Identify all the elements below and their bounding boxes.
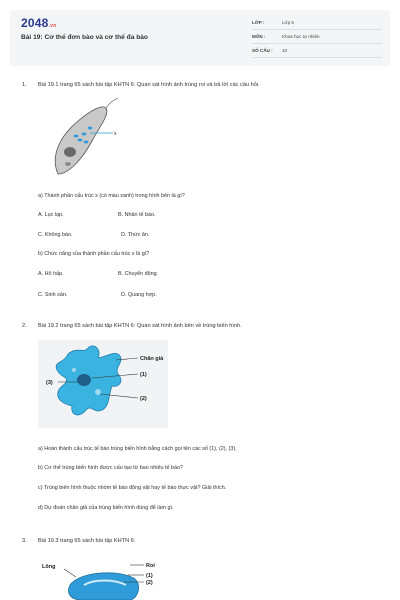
chloroplast: [78, 139, 83, 142]
worksheet-header: [10, 10, 390, 66]
chloroplast: [82, 133, 87, 136]
chloroplast: [88, 127, 93, 130]
q1a-option-c: C. Không bào.: [38, 232, 73, 238]
meta-table: [252, 16, 382, 58]
euglena-vacuole: [65, 162, 71, 166]
question-text: Bài 19.3 trang 65 sách bài tập KHTN 6:: [38, 538, 136, 544]
label-1: (1): [140, 372, 147, 378]
q1b-option-d: D. Quang hợp.: [121, 292, 157, 298]
question-number: 2.: [22, 323, 27, 329]
logo-sub: .vn: [48, 23, 57, 29]
figure-label-x: x: [114, 131, 117, 137]
q1-part-b: b) Chức năng của thành phần cấu trúc x là gì?: [38, 251, 150, 257]
bacteria-figure: [40, 555, 170, 600]
bacteria-body: [68, 573, 138, 600]
meta-value: 10: [282, 48, 288, 53]
amoeba-vacuole: [72, 368, 76, 372]
meta-value: Lớp 6: [282, 20, 294, 25]
label-cilia: Lông: [42, 564, 56, 570]
meta-label: MÔN :: [252, 34, 266, 39]
euglena-figure: [40, 96, 130, 186]
meta-label: SỐ CÂU :: [252, 48, 273, 53]
label-line: [64, 569, 76, 577]
q2-line-a: a) Hoàn thành cấu trúc tế bào trùng biến hình bằng cách gọi tên các số (1), (2), (3).: [38, 446, 237, 452]
site-logo[interactable]: [21, 16, 56, 30]
q1-part-a: a) Thành phần cấu trúc x (có màu xanh) trong hình bên là gì?: [38, 193, 185, 199]
worksheet-title: Bài 19: Cơ thể đơn bào và cơ thể đa bào: [21, 34, 148, 41]
question-number: 3.: [22, 538, 27, 544]
meta-row-count: [252, 44, 382, 58]
amoeba-figure: [38, 340, 168, 428]
euglena-flagellum: [106, 98, 118, 108]
q1b-option-b: B. Chuyển động.: [118, 271, 159, 277]
amoeba-nucleus: [77, 374, 91, 386]
meta-value: Khoa học tự nhiên: [282, 34, 320, 39]
label-1: (1): [146, 573, 153, 579]
question-text: Bài 19.1 trang 65 sách bài tập KHTN 6: Quan sát hình ảnh trùng roi và trả lời các câu hỏi.: [38, 82, 260, 88]
q1a-option-b: B. Nhân tế bào.: [118, 212, 156, 218]
chloroplast: [84, 141, 89, 144]
label-3: (3): [46, 380, 53, 386]
euglena-nucleus: [64, 147, 76, 157]
meta-label: LỚP :: [252, 20, 265, 25]
chloroplast: [74, 135, 79, 138]
q1b-option-c: C. Sinh sản.: [38, 292, 68, 298]
meta-row-class: [252, 16, 382, 30]
q1a-option-a: A. Lục lạp.: [38, 212, 64, 218]
q1b-option-a: A. Hô hấp.: [38, 271, 64, 277]
label-flagellum: Roi: [146, 563, 155, 569]
question-text: Bài 19.2 trang 65 sách bài tập KHTN 6: Quan sát hình ảnh bên về trùng biến hình.: [38, 323, 242, 329]
q2-line-b: b) Cơ thể trùng biến hình được cấu tạo từ bao nhiêu tế bào?: [38, 465, 183, 471]
label-2: (2): [146, 580, 153, 586]
meta-row-subject: [252, 30, 382, 44]
logo-main: 2048: [21, 16, 49, 30]
q1a-option-d: D. Thức ăn.: [121, 232, 150, 238]
q2-line-d: d) Dự đoán chân giả của trùng biến hình dùng để làm gì.: [38, 505, 174, 511]
label-pseudopod: Chân giả: [140, 356, 164, 362]
question-number: 1.: [22, 82, 27, 88]
label-2: (2): [140, 396, 147, 402]
q2-line-c: c) Trùng biến hình thuộc nhóm tế bào động vật hay tế bào thực vật? Giải thích.: [38, 485, 227, 491]
